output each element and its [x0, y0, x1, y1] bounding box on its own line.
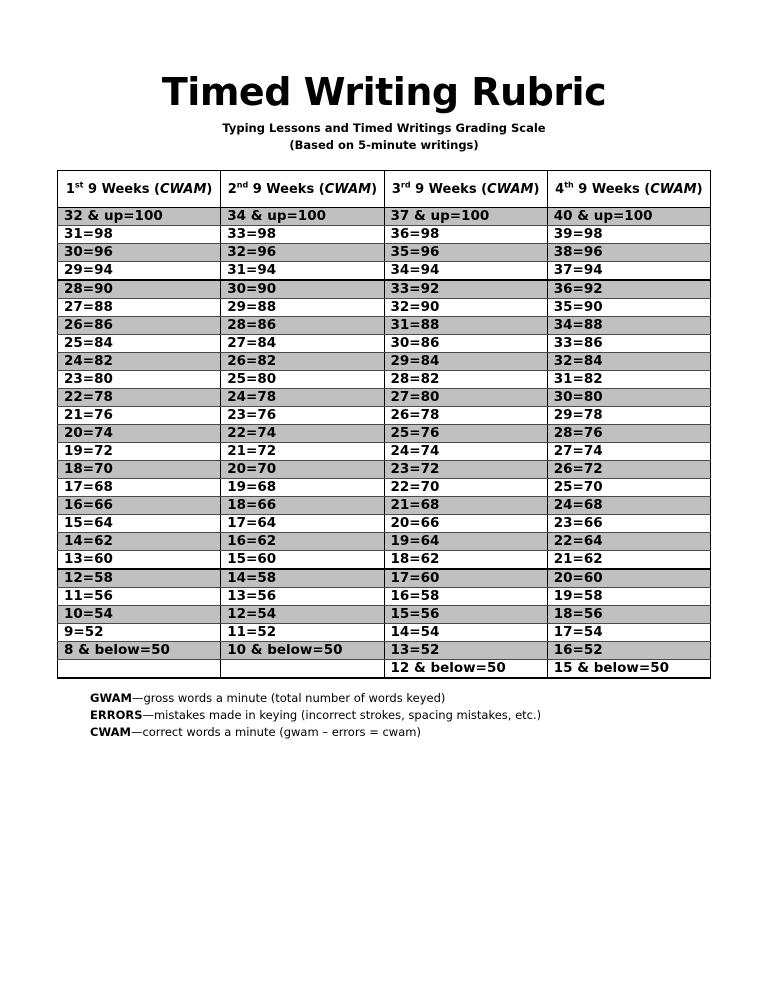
- table-row: [58, 353, 711, 371]
- table-cell: 17=64: [221, 515, 384, 533]
- table-cell: 18=70: [58, 461, 221, 479]
- table-cell: 20=66: [384, 515, 547, 533]
- header-close: ): [206, 181, 213, 197]
- header-ordinal: 3: [391, 181, 401, 197]
- table-row: [58, 497, 711, 515]
- table-cell: 18=56: [547, 606, 710, 624]
- table-cell: 23=80: [58, 371, 221, 389]
- table-cell: 21=76: [58, 407, 221, 425]
- table-cell: 16=66: [58, 497, 221, 515]
- table-row: [58, 208, 711, 226]
- table-cell: 18=62: [384, 551, 547, 570]
- table-row: [58, 642, 711, 660]
- table-cell: 15=56: [384, 606, 547, 624]
- header-ordinal: 1: [65, 181, 75, 197]
- subtitle-line-2: (Based on 5-minute writings): [289, 138, 479, 152]
- header-close: ): [371, 181, 378, 197]
- table-cell: 17=68: [58, 479, 221, 497]
- table-cell: 10=54: [58, 606, 221, 624]
- table-cell: 15=64: [58, 515, 221, 533]
- header-close: ): [533, 181, 540, 197]
- table-cell: 23=72: [384, 461, 547, 479]
- header-ordinal: 2: [227, 181, 237, 197]
- grading-scale-table: [57, 170, 711, 679]
- table-cell: 38=96: [547, 244, 710, 262]
- legend-item-gwam: [90, 690, 541, 707]
- table-row: [58, 461, 711, 479]
- table-cell: 15=60: [221, 551, 384, 570]
- legend-term: ERRORS: [90, 708, 143, 722]
- header-ordinal-suffix: nd: [236, 180, 249, 190]
- table-cell: 27=74: [547, 443, 710, 461]
- legend-dash: —: [130, 725, 143, 739]
- table-row: [58, 606, 711, 624]
- table-cell: 15 & below=50: [547, 660, 710, 679]
- table-cell: 32=84: [547, 353, 710, 371]
- table-cell: 31=98: [58, 226, 221, 244]
- table-cell: 24=68: [547, 497, 710, 515]
- table-cell: [58, 660, 221, 679]
- table-cell: 22=78: [58, 389, 221, 407]
- legend: [90, 690, 541, 741]
- table-cell: 14=54: [384, 624, 547, 642]
- table-cell: 13=52: [384, 642, 547, 660]
- table-cell: 29=94: [58, 262, 221, 281]
- table-cell: 34=88: [547, 317, 710, 335]
- table-cell: 22=74: [221, 425, 384, 443]
- table-cell: 21=72: [221, 443, 384, 461]
- table-row: [58, 299, 711, 317]
- table-cell: 37=94: [547, 262, 710, 281]
- table-row: [58, 425, 711, 443]
- table-row: [58, 371, 711, 389]
- table-cell: 24=82: [58, 353, 221, 371]
- table-cell: 17=60: [384, 569, 547, 588]
- table-row: [58, 262, 711, 281]
- table-cell: 37 & up=100: [384, 208, 547, 226]
- table-row: [58, 335, 711, 353]
- table-cell: 33=86: [547, 335, 710, 353]
- table-cell: 35=90: [547, 299, 710, 317]
- legend-definition: mistakes made in keying (incorrect strokes, spacing mistakes, etc.): [153, 708, 542, 722]
- table-row: [58, 443, 711, 461]
- legend-definition: gross words a minute (total number of words keyed): [143, 691, 446, 705]
- table-cell: 31=94: [221, 262, 384, 281]
- header-label: 9 Weeks (: [83, 181, 160, 197]
- table-cell: 20=70: [221, 461, 384, 479]
- table-cell: 12=54: [221, 606, 384, 624]
- legend-dash: —: [142, 708, 154, 722]
- table-cell: 26=86: [58, 317, 221, 335]
- table-cell: 23=66: [547, 515, 710, 533]
- table-cell: 9=52: [58, 624, 221, 642]
- table-cell: 13=60: [58, 551, 221, 570]
- table-cell: 27=84: [221, 335, 384, 353]
- table-cell: 26=72: [547, 461, 710, 479]
- table-cell: 25=84: [58, 335, 221, 353]
- table-cell: 12=58: [58, 569, 221, 588]
- table-cell: 30=86: [384, 335, 547, 353]
- column-header-1: [58, 171, 221, 208]
- table-cell: 16=62: [221, 533, 384, 551]
- table-cell: 20=74: [58, 425, 221, 443]
- table-cell: 39=98: [547, 226, 710, 244]
- table-cell: 33=98: [221, 226, 384, 244]
- table-row: [58, 624, 711, 642]
- table-cell: 22=64: [547, 533, 710, 551]
- table-cell: 36=98: [384, 226, 547, 244]
- column-header-2: [221, 171, 384, 208]
- table-cell: 17=54: [547, 624, 710, 642]
- table-cell: 31=82: [547, 371, 710, 389]
- table-cell: 26=78: [384, 407, 547, 425]
- table-row: [58, 551, 711, 570]
- table-cell: 21=62: [547, 551, 710, 570]
- table-row: [58, 407, 711, 425]
- table-cell: 11=56: [58, 588, 221, 606]
- table-cell: 31=88: [384, 317, 547, 335]
- table-cell: 8 & below=50: [58, 642, 221, 660]
- table-cell: 32=90: [384, 299, 547, 317]
- header-unit: CWAM: [650, 181, 697, 197]
- header-ordinal-suffix: st: [74, 180, 84, 190]
- legend-dash: —: [131, 691, 144, 705]
- table-cell: 25=76: [384, 425, 547, 443]
- table-cell: 22=70: [384, 479, 547, 497]
- table-cell: 19=68: [221, 479, 384, 497]
- subtitle-line-1: Typing Lessons and Timed Writings Grading Scale: [222, 121, 546, 135]
- header-ordinal-suffix: rd: [400, 180, 411, 190]
- table-cell: [221, 660, 384, 679]
- column-header-3: [384, 171, 547, 208]
- table-cell: 28=90: [58, 280, 221, 299]
- table-row: [58, 569, 711, 588]
- table-cell: 19=72: [58, 443, 221, 461]
- table-cell: 11=52: [221, 624, 384, 642]
- table-row: [58, 660, 711, 679]
- table-header-row: [58, 171, 711, 208]
- header-label: 9 Weeks (: [410, 181, 488, 197]
- table-row: [58, 226, 711, 244]
- table-cell: 18=66: [221, 497, 384, 515]
- table-cell: 10 & below=50: [221, 642, 384, 660]
- page-title: Timed Writing Rubric: [161, 70, 607, 114]
- table-cell: 19=58: [547, 588, 710, 606]
- table-cell: 29=84: [384, 353, 547, 371]
- table-cell: 28=82: [384, 371, 547, 389]
- header-unit: CWAM: [324, 181, 372, 197]
- table-row: [58, 588, 711, 606]
- table-cell: 13=56: [221, 588, 384, 606]
- legend-definition: correct words a minute (gwam – errors = cwam): [142, 725, 421, 739]
- table-cell: 24=78: [221, 389, 384, 407]
- table-cell: 40 & up=100: [547, 208, 710, 226]
- table-cell: 26=82: [221, 353, 384, 371]
- table-cell: 34=94: [384, 262, 547, 281]
- table-cell: 19=64: [384, 533, 547, 551]
- table-cell: 29=78: [547, 407, 710, 425]
- table-cell: 27=80: [384, 389, 547, 407]
- header-ordinal: 4: [555, 181, 565, 197]
- header-unit: CWAM: [487, 181, 534, 197]
- table-cell: 20=60: [547, 569, 710, 588]
- header-label: 9 Weeks (: [573, 181, 651, 197]
- table-cell: 24=74: [384, 443, 547, 461]
- table-cell: 32=96: [221, 244, 384, 262]
- legend-term: GWAM: [90, 691, 132, 705]
- table-row: [58, 280, 711, 299]
- legend-item-cwam: [90, 724, 541, 741]
- table-cell: 34 & up=100: [221, 208, 384, 226]
- page-subtitle: [0, 120, 768, 154]
- table-cell: 36=92: [547, 280, 710, 299]
- table-body: [58, 208, 711, 679]
- legend-term: CWAM: [90, 725, 131, 739]
- table-row: [58, 389, 711, 407]
- table-row: [58, 244, 711, 262]
- column-header-4: [547, 171, 710, 208]
- table-row: [58, 317, 711, 335]
- table-cell: 25=80: [221, 371, 384, 389]
- header-ordinal-suffix: th: [564, 180, 574, 190]
- table-cell: 16=58: [384, 588, 547, 606]
- table-cell: 29=88: [221, 299, 384, 317]
- header-unit: CWAM: [159, 181, 207, 197]
- table-cell: 12 & below=50: [384, 660, 547, 679]
- table-cell: 30=90: [221, 280, 384, 299]
- table-cell: 32 & up=100: [58, 208, 221, 226]
- table-cell: 21=68: [384, 497, 547, 515]
- table-row: [58, 479, 711, 497]
- table-cell: 27=88: [58, 299, 221, 317]
- header-close: ): [696, 181, 703, 197]
- table-row: [58, 533, 711, 551]
- table-cell: 28=76: [547, 425, 710, 443]
- table-cell: 25=70: [547, 479, 710, 497]
- table-cell: 28=86: [221, 317, 384, 335]
- table-row: [58, 515, 711, 533]
- table-cell: 33=92: [384, 280, 547, 299]
- header-label: 9 Weeks (: [248, 181, 325, 197]
- table-cell: 23=76: [221, 407, 384, 425]
- table-cell: 30=80: [547, 389, 710, 407]
- legend-item-errors: [90, 707, 541, 724]
- table-cell: 35=96: [384, 244, 547, 262]
- table-cell: 14=58: [221, 569, 384, 588]
- table-cell: 16=52: [547, 642, 710, 660]
- table-cell: 30=96: [58, 244, 221, 262]
- table-cell: 14=62: [58, 533, 221, 551]
